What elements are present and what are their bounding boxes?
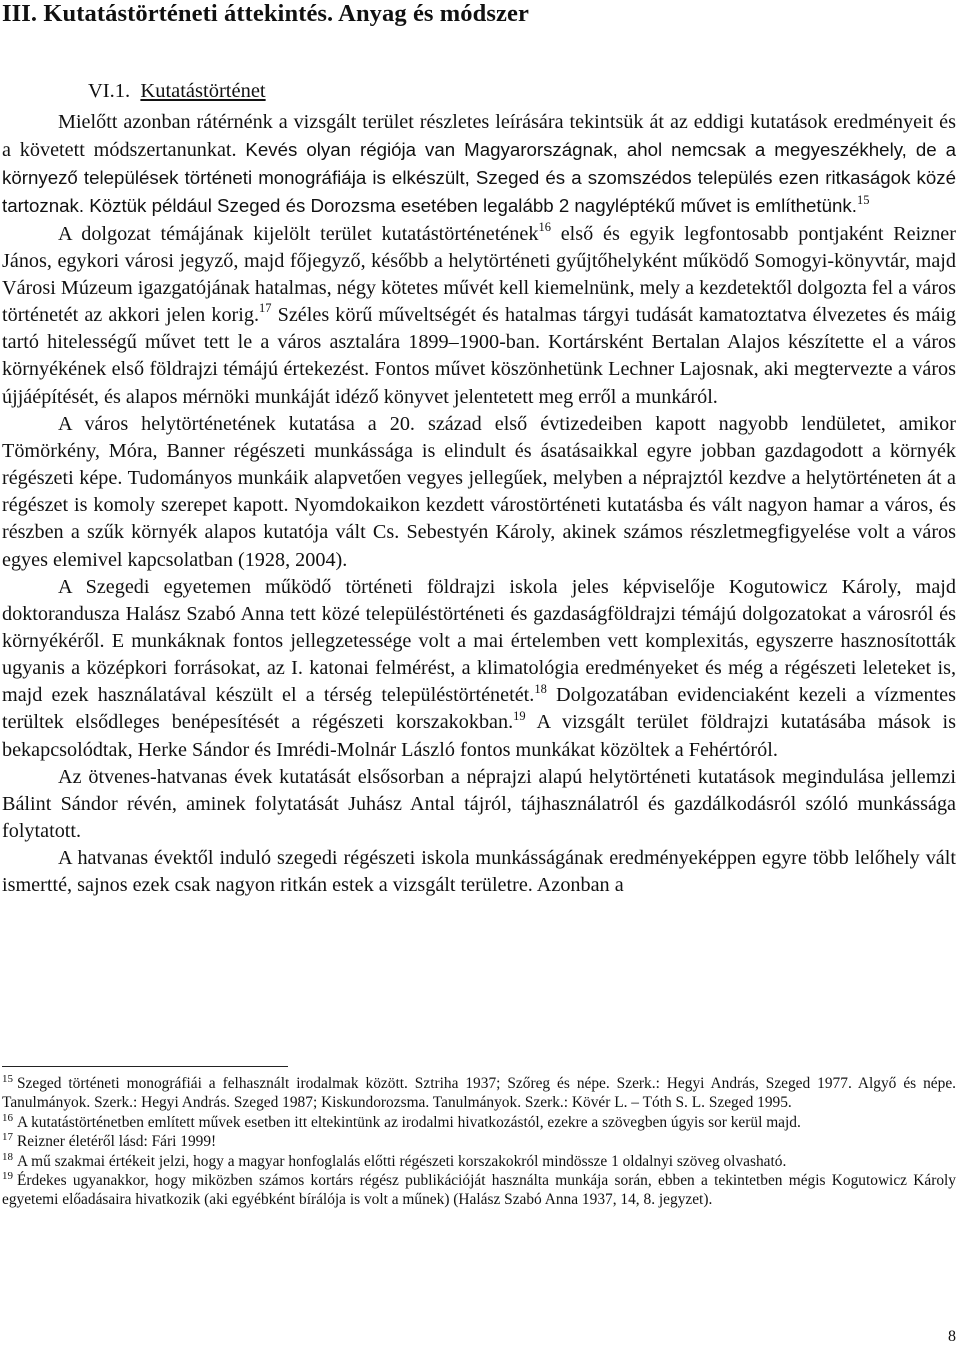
- footnote-text: Szeged történeti monográfiái a felhasznált irodalmak között. Sztriha 1937; Szőreg és népe. Szerk.: Hegyi András, Szeged 1977. Algyő és népe. Tanulmányok. Szerk.: Hegyi András. Szeged 1987; Kiskundorozsma. Tanulmányok. Szerk.: Kövér L. – Tóth S. L. Szeged 1995.: [2, 1075, 956, 1112]
- footnote: [2, 1171, 956, 1210]
- footnote-ref[interactable]: 15: [856, 192, 870, 207]
- footnote: [2, 1132, 956, 1151]
- paragraph: [2, 221, 956, 411]
- paragraph-text: A dolgozat témájának kijelölt terület kutatástörténetének: [58, 222, 539, 245]
- footnote-ref[interactable]: 17: [259, 301, 272, 316]
- footnote-ref[interactable]: 16: [538, 219, 551, 234]
- footnote-text: Reizner életéről lásd: Fári 1999!: [17, 1133, 217, 1151]
- footnote: [2, 1074, 956, 1113]
- section-number: VI.1.: [88, 80, 131, 102]
- paragraph-text: első és egyik legfontosabb pontjaként Reizner János, egykori városi jegyző, majd főjegyző, később a helytörténeti gyűjtőhelyként működő Somogyi-könyvtár, majd Városi Múzeum igazgatójának hatalmas, négy kötetes művét kell kiemelnünk, mely a kezdetektől dolgozta fel a város történetét az akkori jelen korig.: [2, 222, 956, 327]
- paragraph-text: Mielőtt azonban rátérnénk a vizsgált terület részletes leírására tekintsük át az eddigi kutatások eredményeit és a követett módszertanunkat.: [2, 111, 956, 162]
- footnote-number: 17: [2, 1131, 13, 1144]
- footnote: [2, 1113, 956, 1132]
- paragraph-text: Dolgozatában evidenciaként kezeli a vízmentes terültek elsődleges benépesítését a régészeti korszakokban.: [2, 684, 956, 734]
- page-number: 8: [948, 1328, 956, 1345]
- paragraph-text: A vizsgált terület földrajzi kutatásába mások is bekapcsolódtak, Herke Sándor és Imrédi-Molnár László fontos munkákat közöltek a Fehértóról.: [2, 711, 956, 761]
- footnote-text: Érdekes ugyanakkor, hogy miközben számos kortárs régész publikációját használta munkája során, ebben a tekintetben mégis Kogutowicz Károly egyetemi előadásaira hivatkozik (aki egyébként bírálója is volt a műnek) (Halász Szabó Anna 1937, 14, 8. jegyzet).: [2, 1172, 956, 1209]
- paragraph-text: A Szegedi egyetemen működő történeti földrajzi iskola jeles képviselője Kogutowicz Károly, majd doktorandusza Halász Szabó Anna tett közé településtörténeti és gazdaságföldrajzi témájú dolgozatokat a városról és környékéről. E munkáknak fontos jellegzetessége volt a mai értelemben vett komplexitás, egyszerre hasznosították ugyanis a középkori forrásokat, az I. katonai felmérést, a klimatológia eredményeket és még a régészeti leleteket is, majd ezek használatával készült el a térség településtörténetét.: [2, 575, 956, 707]
- paragraph-text-sans: Kevés olyan régiója van Magyarországnak, ahol nemcsak a megyeszékhely, de a környező települések történeti monográfiája is elkészült, Szeged és a szomszédos település ezen ritkaságok közé tartoznak. Köztük például Szeged és Dorozsma esetében legalább 2 nagyléptékű művet is említhetünk.: [2, 139, 956, 217]
- paragraph: [2, 109, 956, 221]
- section-heading: [88, 80, 266, 103]
- paragraph: A város helytörténetének kutatása a 20. század első évtizedeiben kapott nagyobb lendületet, amikor Tömörkény, Móra, Banner régészeti munkássága is elindult és ásatásaikkal egyre jobban gazdagodott a környék régészeti képe. Tudományos munkáik alapvetően vegyes jellegűek, melyben a néprajztól kezdve a helytörténeten át a régészet is komoly szerepet kapott. Nyomdokaikon kezdett várostörténeti kutatásba és vált nagyon hamar a város, és részben a szűk környék alapos kutatója vált Cs. Sebestyén Károly, akinek számos részletmegfigyelése volt a város egyes elemivel kapcsolatban (1928, 2004).: [2, 412, 956, 571]
- footnote-ref[interactable]: 19: [513, 708, 526, 723]
- body-text: [2, 109, 956, 900]
- paragraph: Az ötvenes-hatvanas évek kutatását elsősorban a néprajzi alapú helytörténeti kutatások megindulása jellemzi Bálint Sándor révén, aminek folytatását Juhász Antal tájról, tájhasználatról és gazdálkodásról szóló munkássága folytatott.: [2, 765, 956, 843]
- paragraph: [2, 574, 956, 764]
- paragraph-text: Széles körű műveltségét és hatalmas tárgyi tudását kamatoztatva élvezetes és máig tartó hitelességű művet tett le a város asztalára 1899–1900-ban. Kortársként Bertalan Alajos készítette el a város környékének első földrajzi témájú értekezést. Fontos művet köszönhetünk Lechner Lajosnak, aki megtervezte a város újjáépítését, és alapos mérnöki munkáját idéző könyvet jelentetett meg erről a munkáról.: [2, 304, 956, 408]
- footnote-text: A mű szakmai értékeit jelzi, hogy a magyar honfoglalás előtti régészeti korszakokról mindössze 1 oldalnyi szöveg olvasható.: [17, 1152, 787, 1170]
- paragraph: A hatvanas évektől induló szegedi régészeti iskola munkásságának eredményeképpen egyre több lelőhely vált ismertté, sajnos ezek csak nagyon ritkán estek a vizsgált területre. Azonban a: [2, 847, 956, 897]
- footnote-text: A kutatástörténetben említett művek esetben itt eltekintünk az irodalmi hivatkozástól, ezekre a szövegben úgyis sor kerül majd.: [17, 1113, 801, 1131]
- footnotes: [2, 1074, 956, 1210]
- footnote-number: 16: [2, 1111, 13, 1124]
- footnote-number: 18: [2, 1150, 13, 1163]
- footnote-ref[interactable]: 18: [534, 681, 547, 696]
- footnote-divider: [2, 1066, 288, 1067]
- footnote-number: 15: [2, 1072, 13, 1085]
- section-label: Kutatástörténet: [140, 80, 266, 102]
- chapter-title: III. Kutatástörténeti áttekintés. Anyag és módszer: [2, 0, 529, 27]
- footnote-number: 19: [2, 1169, 13, 1182]
- footnote: [2, 1152, 956, 1171]
